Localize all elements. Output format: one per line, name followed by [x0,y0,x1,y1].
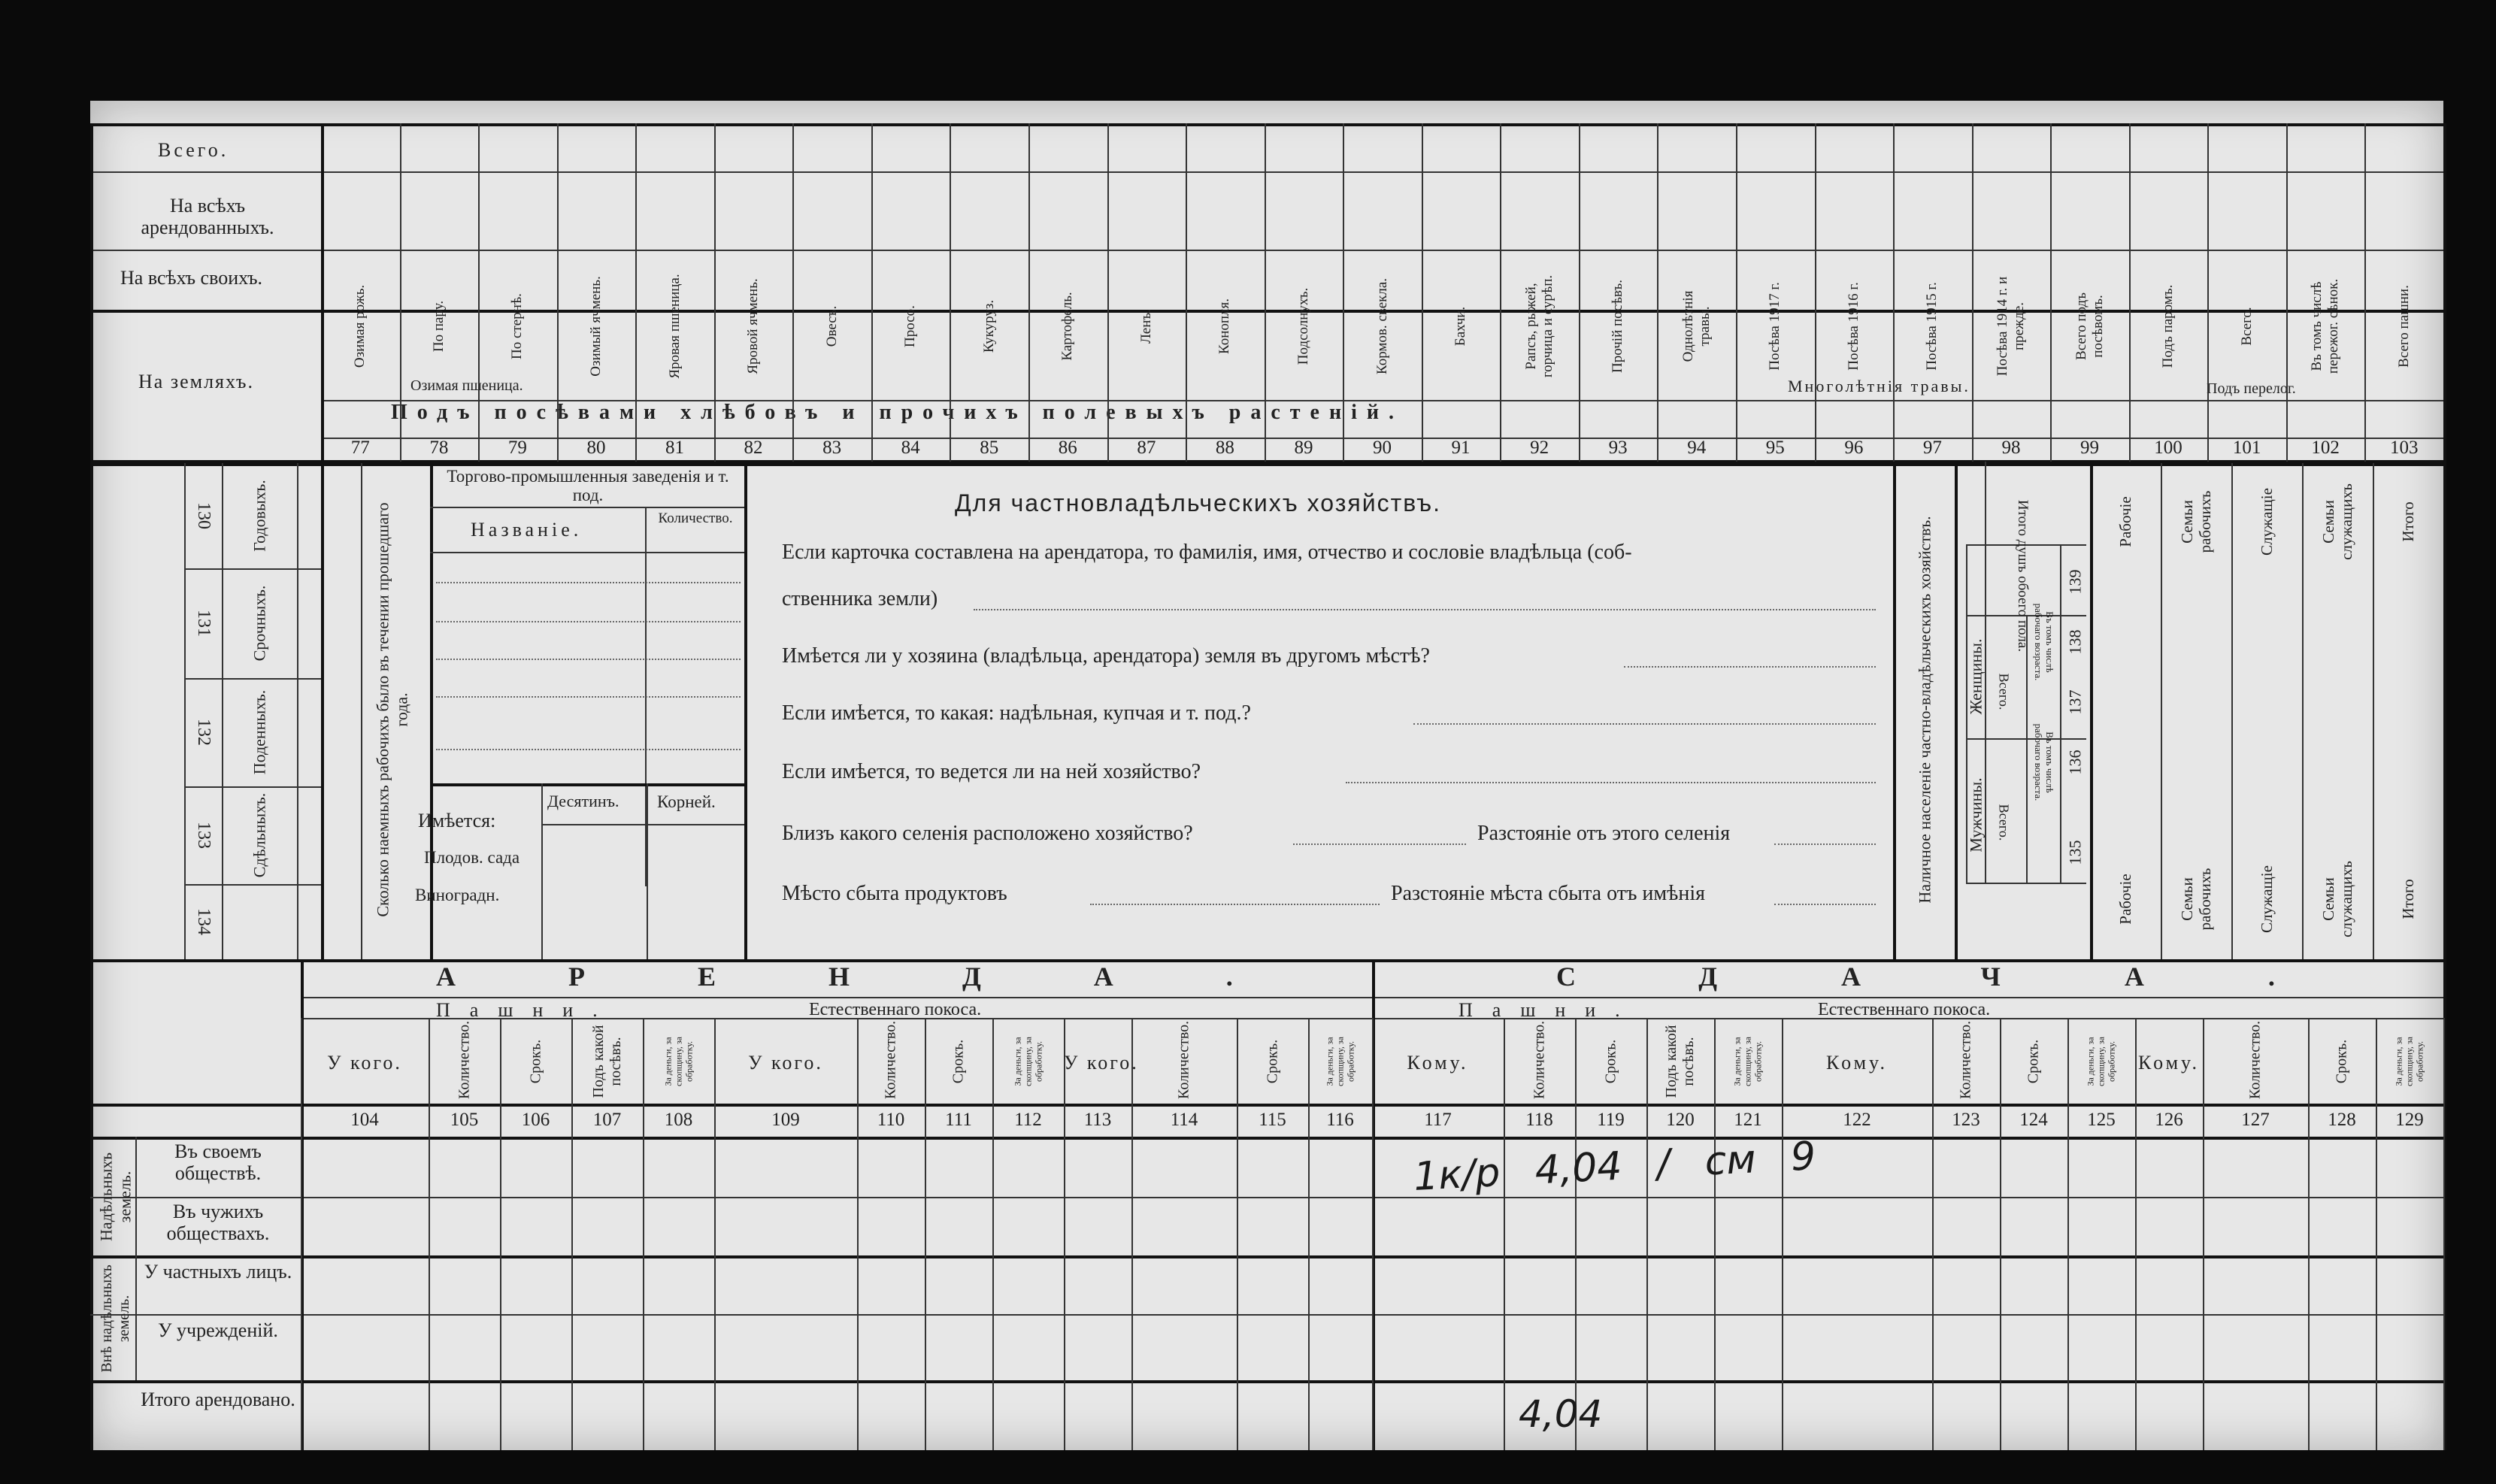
right-col-bottom-5: Итого [2398,879,2417,919]
arenda-number-112: 112 [1014,1110,1042,1130]
crop-header-5: Яровая пшеница. [666,274,683,379]
perennial-group-label: Многолѣтнія травы. [1788,377,1970,395]
arenda-col-6: У кого. [748,1052,823,1074]
crop-number-95: 95 [1765,438,1785,458]
arenda-col-13: За деньги, за скопщину, за обработку. [1323,1037,1356,1086]
crop-header-15: Бахчи. [1452,306,1469,347]
row-uchrezh: У учрежденій. [158,1319,278,1341]
crop-number-83: 83 [822,438,842,458]
arenda-number-116: 116 [1326,1110,1354,1130]
arenda-col-8: Срокъ. [950,1039,967,1084]
row-itogo: Итого арендовано. [141,1389,295,1410]
crop-number-77: 77 [350,438,370,458]
sdacha-col-7: Количество. [1957,1020,1974,1099]
crop-number-78: 78 [429,438,449,458]
arenda-col-10: У кого. [1064,1052,1139,1074]
trade-name-col: Названіе. [471,519,583,541]
crop-number-101: 101 [2232,438,2261,458]
nenadel-label: Внѣ надѣльныхъ земель. [98,1264,132,1373]
sdacha-number-127: 127 [2241,1110,2270,1130]
sdacha-col-1: Кому. [1407,1052,1469,1074]
hired-type-3: Поденныхъ. [250,689,269,775]
arenda-number-109: 109 [771,1110,800,1130]
crop-header-27: Всего пашни. [2395,285,2412,368]
sdacha-number-125: 125 [2087,1110,2116,1130]
sdacha-col-10: Кому. [2138,1052,2200,1074]
arenda-number-110: 110 [877,1110,905,1130]
arenda-col-3: Срокъ. [527,1039,544,1084]
row-na-zemlyah: На земляхъ. [138,371,254,392]
row-chuzhih: Въ чужихъ обществахъ. [166,1201,270,1244]
arenda-col-11: Количество. [1175,1020,1192,1099]
crop-number-85: 85 [980,438,999,458]
right-col-top-1: Рабочіе [2116,496,2134,547]
orchard-dessiatins: Десятинъ. [547,792,619,810]
crop-number-89: 89 [1294,438,1313,458]
population-total-souls: Итого душъ обоего пола. [2014,499,2031,653]
hired-number-134: 134 [193,908,214,935]
sdacha-col-6: Кому. [1826,1052,1888,1074]
trade-qty-col: Количество. [658,510,733,526]
arenda-pokos: Естественнаго покоса. [809,1000,982,1019]
crop-header-13: Подсолнухъ. [1295,287,1312,365]
crop-header-8: Просо. [902,305,919,347]
crop-header-24: Подъ паромъ. [2160,284,2176,368]
arenda-col-5: За деньги, за скопщину, за обработку. [662,1037,694,1086]
sdacha-col-9: За деньги, за скопщину, за обработку. [2085,1037,2116,1086]
crop-header-21: Посѣва 1915 г. [1924,282,1940,371]
right-col-bottom-3: Служащіе [2257,865,2276,933]
sdacha-number-123: 123 [1952,1110,1980,1130]
private-q1a: Если карточка составлена на арендатора, то фамилія, имя, отчество и сословіе владѣльца (соб- [782,541,1632,564]
orchard-has: Имѣется: [418,810,496,831]
private-q6a: Мѣсто сбыта продуктовъ [782,882,1007,905]
perelog-group-label: Подъ перелог. [2207,380,2296,397]
arenda-number-114: 114 [1170,1110,1198,1130]
crop-number-87: 87 [1137,438,1156,458]
crop-number-88: 88 [1215,438,1234,458]
sdacha-col-8: Срокъ. [2025,1039,2042,1084]
crop-header-25: Всего. [2238,307,2255,346]
crop-header-23: Всего подъ посѣвомъ. [2073,292,2106,360]
crop-number-93: 93 [1608,438,1628,458]
sdacha-number-117: 117 [1424,1110,1452,1130]
crop-header-2: По пару. [430,300,447,353]
workers-question: Сколько наемныхъ рабочихъ было въ течении прошедшаго года. [373,502,411,917]
arenda-col-2: Количество. [456,1020,472,1099]
population-number-138: 138 [2065,629,2085,655]
crop-header-26: Въ томъ числѣ пережог. сѣнок. [2309,278,2342,374]
row-arendovannyh: На всѣхъ арендованныхъ. [141,195,274,238]
right-col-bottom-4: Семьи служащихъ [2319,861,2355,937]
population-men: Мужчины. [1966,777,1986,853]
row-svoih: На всѣхъ своихъ. [120,267,263,289]
crop-number-81: 81 [665,438,684,458]
right-col-top-3: Служащіе [2257,488,2276,556]
crop-number-100: 100 [2154,438,2182,458]
handwritten-total: 4,04 [1519,1392,1603,1436]
population-women-incl: Въ томъ числѣ рабочаго возраста. [2033,603,2055,681]
crop-number-86: 86 [1058,438,1077,458]
arenda-pashni: Пашни. [436,999,617,1021]
hired-number-133: 133 [193,822,214,849]
orchard-vineyards: Виноградн. [415,886,500,904]
right-col-bottom-1: Рабочіе [2116,874,2134,925]
sdacha-number-122: 122 [1843,1110,1871,1130]
row-vsego: Всего. [158,139,229,161]
arenda-col-12: Срокъ. [1264,1039,1280,1084]
sdacha-pokos: Естественнаго покоса. [1818,1000,1991,1019]
sdacha-pashni: Пашни. [1459,999,1640,1021]
wheat-group-label: Озимая пшеница. [410,377,523,394]
orchard-roots: Корней. [657,792,716,811]
orchard-gardens: Плодов. сада [424,848,520,867]
hired-number-130: 130 [193,502,214,529]
sdacha-col-11: Количество. [2246,1020,2264,1099]
crop-header-22: Посѣва 1914 г. и прежде. [1995,276,2027,377]
crop-header-18: Однолѣтнія травы. [1680,290,1713,362]
sdacha-number-129: 129 [2395,1110,2424,1130]
private-q6b: Разстояніе мѣста сбыта отъ имѣнія [1391,882,1705,905]
crop-number-94: 94 [1687,438,1707,458]
population-women-total: Всего. [1996,673,2012,710]
crop-number-99: 99 [2080,438,2099,458]
census-card [90,101,2443,1450]
crop-number-98: 98 [2001,438,2021,458]
private-q5b: Разстояніе отъ этого селенія [1477,822,1731,845]
hired-type-1: Годовыхъ. [250,480,269,552]
sdacha-number-118: 118 [1525,1110,1553,1130]
crop-number-92: 92 [1530,438,1549,458]
right-col-top-5: Итого [2398,501,2417,542]
arenda-col-4: Подъ какой посѣвъ. [589,1025,624,1098]
crop-number-103: 103 [2389,438,2419,458]
private-title: Для частновладѣльческихъ хозяйствъ. [955,489,1442,516]
row-chastnyh: У частныхъ лицъ. [144,1261,292,1283]
trade-title: Торгово-промышленныя заведенія и т. под. [447,467,729,505]
arenda-title: АРЕНДА. [436,962,1346,992]
crop-header-4: Озимый ячмень. [588,276,604,377]
crop-header-9: Кукуруз. [980,299,997,353]
crop-number-90: 90 [1373,438,1392,458]
arenda-number-115: 115 [1259,1110,1286,1130]
crop-header-1: Озимая рожь. [352,284,368,368]
arenda-col-1: У кого. [327,1052,402,1074]
sdacha-col-3: Срокъ. [1602,1039,1619,1084]
crop-number-91: 91 [1451,438,1471,458]
arenda-number-106: 106 [521,1110,550,1130]
crop-number-80: 80 [586,438,606,458]
crop-header-20: Посѣва 1916 г. [1845,282,1861,371]
right-col-bottom-2: Семьи рабочихъ [2177,868,2214,931]
sdacha-number-124: 124 [2019,1110,2048,1130]
crop-number-96: 96 [1844,438,1864,458]
arenda-number-105: 105 [450,1110,479,1130]
crop-header-12: Конопля. [1216,298,1233,355]
sdacha-col-13: За деньги, за скопщину, за обработку. [2393,1037,2425,1086]
hired-type-2: Срочныхъ. [250,585,269,662]
sdacha-number-121: 121 [1734,1110,1762,1130]
right-col-top-2: Семьи рабочихъ [2177,490,2214,553]
population-men-incl: Въ томъ числѣ рабочаго возраста. [2033,723,2055,801]
population-men-total: Всего. [1996,804,2012,841]
arenda-col-9: За деньги, за скопщину, за обработку. [1011,1037,1044,1086]
sdacha-number-119: 119 [1597,1110,1625,1130]
private-q3: Если имѣется, то какая: надѣльная, купчая и т. под.? [782,701,1251,725]
handwritten-entry: 1к/р 4,04 / см 9 [1412,1134,1817,1200]
hired-number-131: 131 [193,610,214,637]
nadel-label: Надѣльныхъ земель. [96,1152,135,1241]
crop-header-19: Посѣва 1917 г. [1767,282,1783,371]
sdacha-number-126: 126 [2155,1110,2183,1130]
private-q5a: Близъ какого селенія расположено хозяйство? [782,822,1193,845]
crop-header-6: Яровой ячмень. [745,278,762,374]
crop-number-102: 102 [2311,438,2340,458]
sdacha-number-128: 128 [2328,1110,2356,1130]
population-women: Женщины. [1966,638,1986,715]
crop-header-10: Картофель. [1059,292,1076,361]
sdacha-col-4: Подъ какой посѣвъ. [1663,1025,1697,1098]
crop-number-82: 82 [744,438,763,458]
row-svoem: Въ своемъ обществѣ. [174,1140,262,1184]
crop-header-7: Овесъ. [823,305,840,347]
crops-band: Подъ посѣвами хлѣбовъ и прочихъ полевыхъ растеній. [391,401,1404,424]
crop-header-11: Ленъ. [1137,309,1154,344]
arenda-number-113: 113 [1083,1110,1112,1130]
population-number-139: 139 [2065,569,2085,595]
crop-number-84: 84 [901,438,920,458]
population-number-137: 137 [2065,689,2085,715]
sdacha-col-2: Количество. [1531,1020,1547,1099]
right-col-top-4: Семьи служащихъ [2319,483,2355,560]
arenda-number-104: 104 [350,1110,379,1130]
population-title: Наличное населеніе частно-владѣльческихъ хозяйствъ. [1915,516,1934,904]
population-number-135: 135 [2065,840,2085,865]
arenda-number-111: 111 [945,1110,972,1130]
crop-header-17: Прочій посѣвъ. [1610,280,1626,373]
arenda-number-107: 107 [592,1110,622,1130]
private-q2: Имѣется ли у хозяина (владѣльца, арендатора) земля въ другомъ мѣстѣ? [782,644,1430,668]
arenda-col-7: Количество. [882,1020,899,1099]
arenda-number-108: 108 [664,1110,693,1130]
crop-number-79: 79 [507,438,527,458]
sdacha-number-120: 120 [1666,1110,1695,1130]
crop-header-14: Кормов. свекла. [1374,277,1390,375]
hired-number-132: 132 [193,719,214,746]
sdacha-col-12: Срокъ. [2333,1039,2350,1084]
crop-number-97: 97 [1922,438,1942,458]
crop-header-16: Рапсъ, рыжей, горчица и сурѣп. [1522,274,1555,378]
sdacha-title: СДАЧА. [1556,962,2399,992]
sdacha-col-5: За деньги, за скопщину, за обработку. [1731,1037,1763,1086]
hired-type-4: Сдѣльныхъ. [250,792,269,878]
crop-header-3: По стернѣ. [509,293,526,359]
population-number-136: 136 [2065,750,2085,775]
private-q1b: ственника земли) [782,587,938,610]
private-q4: Если имѣется, то ведется ли на ней хозяйство? [782,760,1201,783]
